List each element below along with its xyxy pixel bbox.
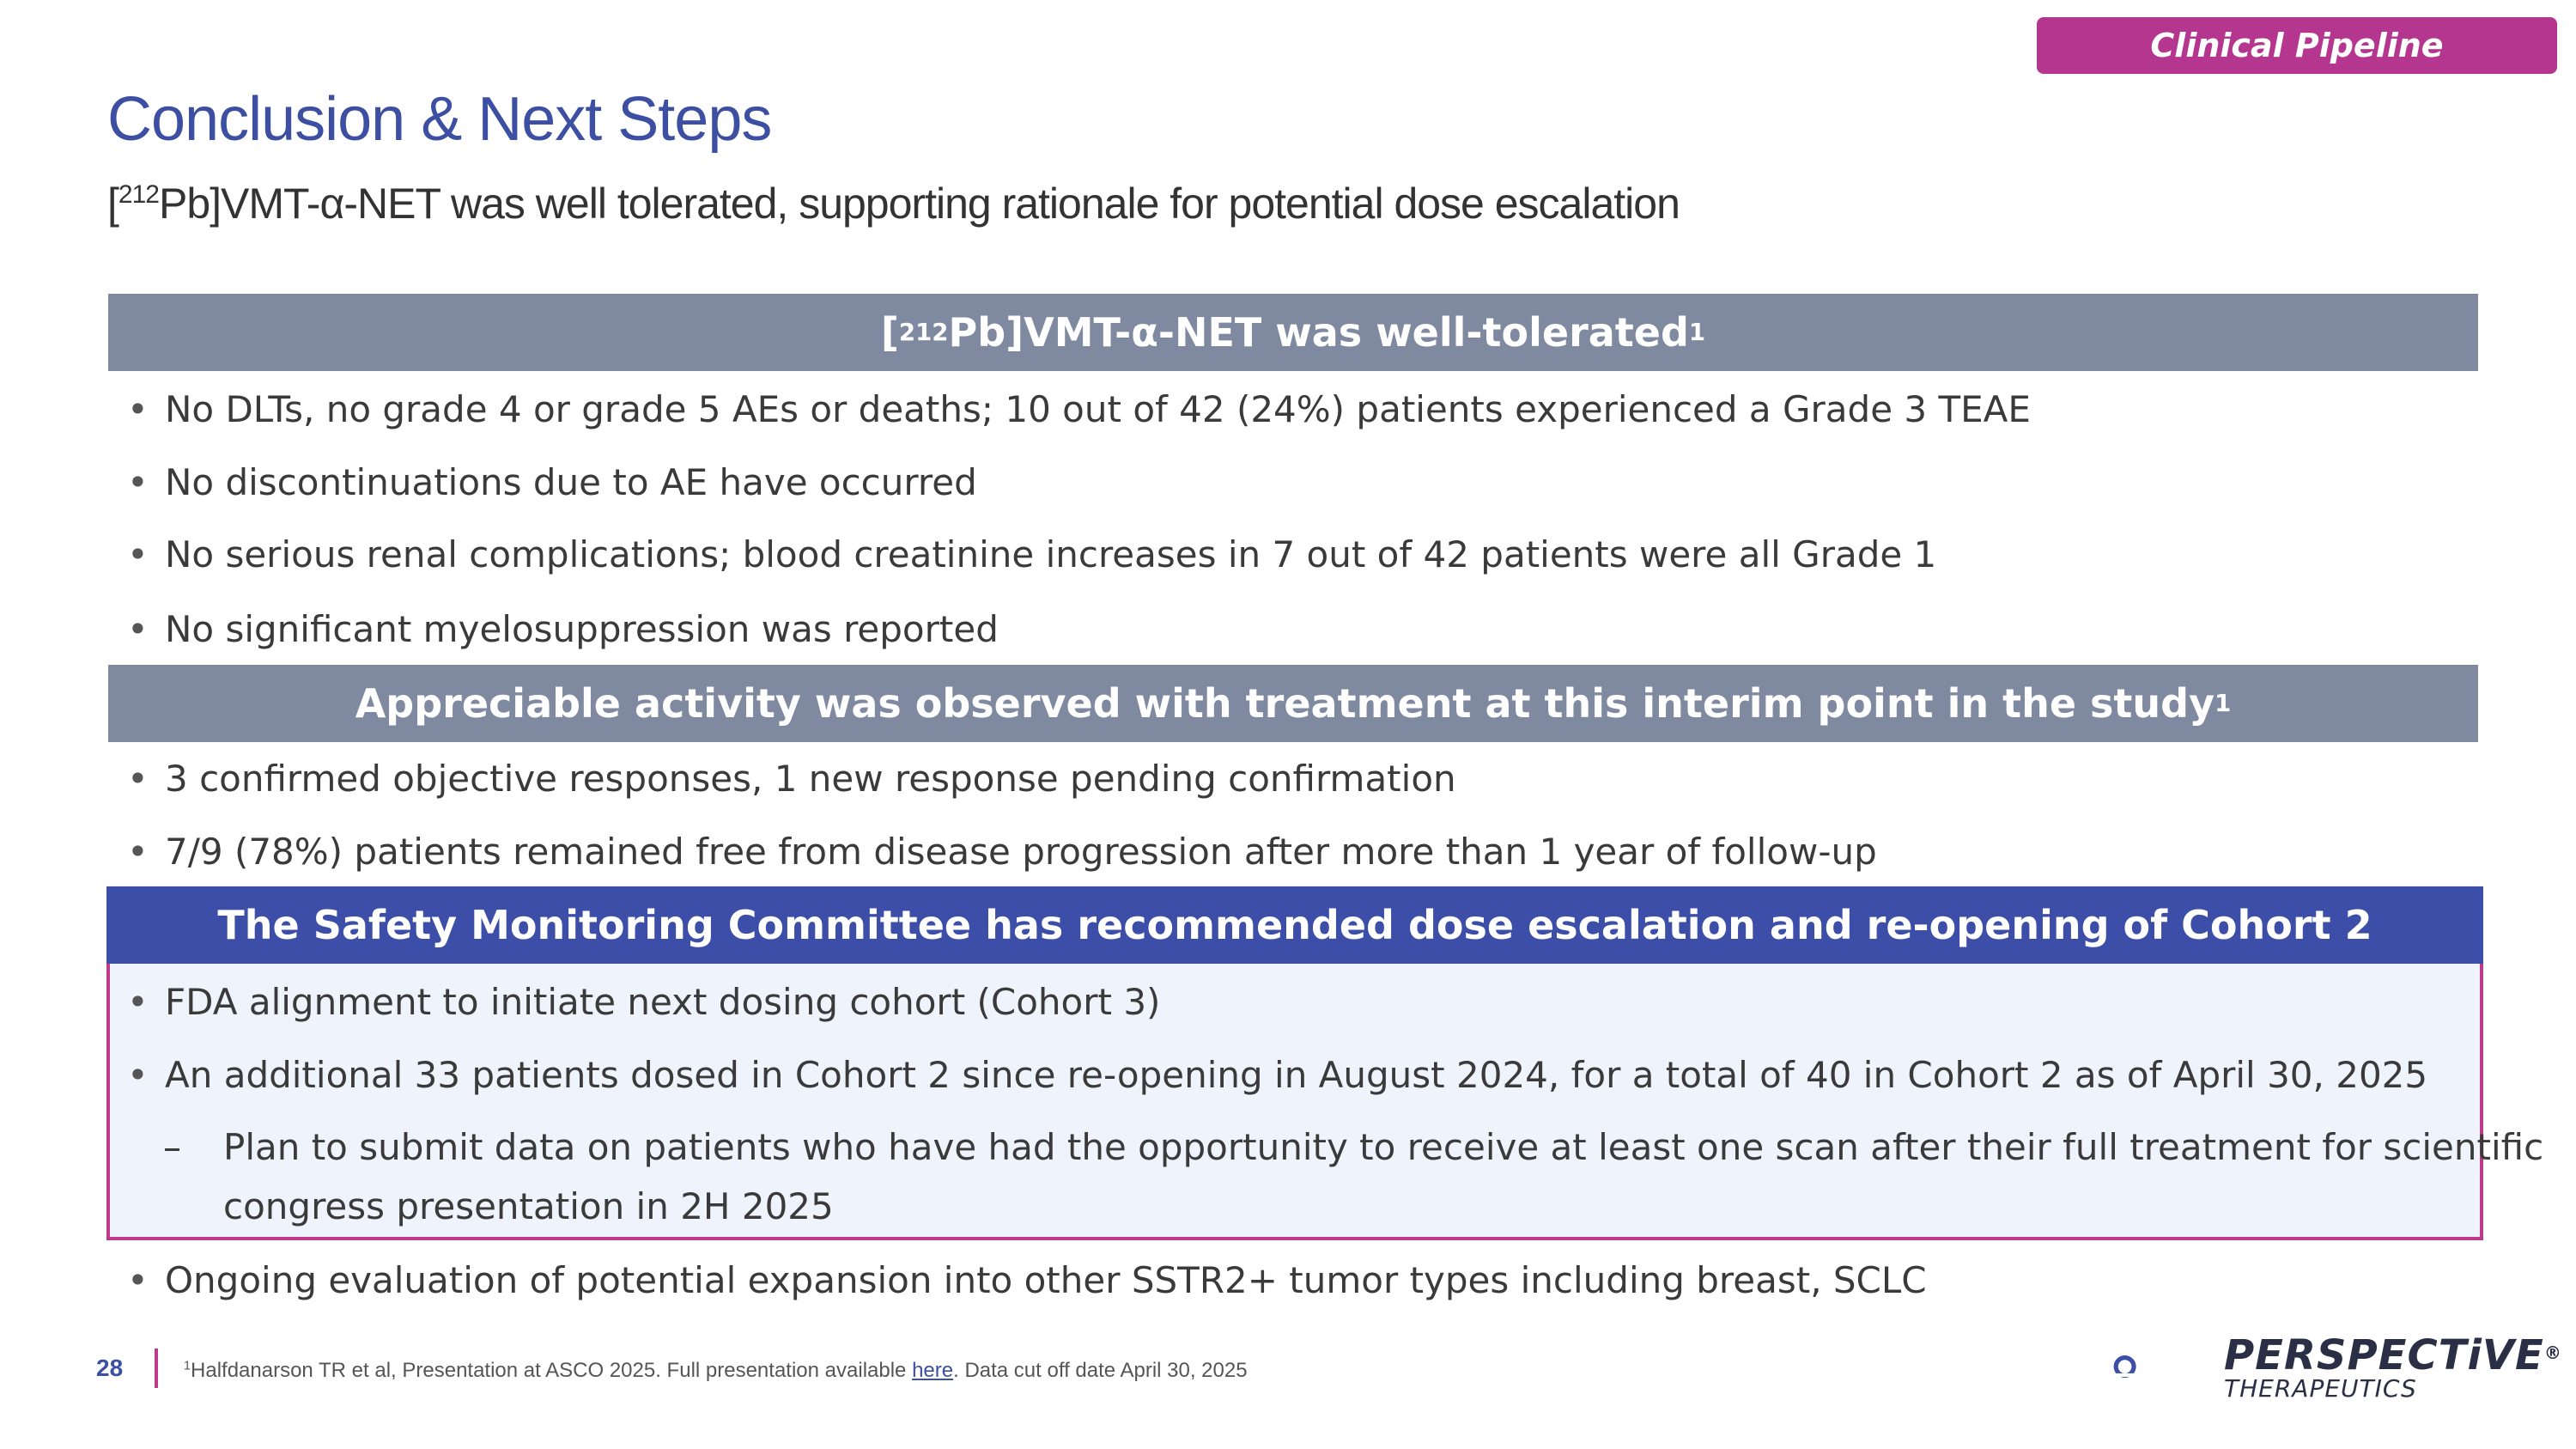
logo-subtext: THERAPEUTICS (2224, 1374, 2417, 1403)
section-heading-activity: Appreciable activity was observed with treatment at this interim point in the study 1 (108, 665, 2478, 742)
section-tag: Clinical Pipeline (2037, 17, 2557, 74)
section-heading-committee: The Safety Monitoring Committee has recommended dose escalation and re-opening of Cohort 2 (106, 886, 2483, 964)
footnote: $^1$Halfdanarson TR et al, Presentation at ASCO 2025. Full presentation available here. Data cut off date April 30, 2025 (184, 1359, 1248, 1382)
list-item: • Ongoing evaluation of potential expansion into other SSTR2+ tumor types including breast, SCLC (127, 1259, 1927, 1301)
page-subtitle: [$^{212}$Pb]VMT-α-NET was well tolerated, supporting rationale for potential dose escalation (107, 180, 1680, 228)
list-item: • No DLTs, no grade 4 or grade 5 AEs or deaths; 10 out of 42 (24%) patients experienced a Grade 3 TEAE (127, 388, 2031, 430)
perspective-logo-icon (2112, 1323, 2215, 1409)
list-item: • FDA alignment to initiate next dosing cohort (Cohort 3) (127, 981, 1161, 1023)
section-heading-tolerated: [ 212 Pb]VMT-α-NET was well-tolerated 1 (108, 294, 2478, 371)
list-item: • 3 confirmed objective responses, 1 new response pending confirmation (127, 758, 1456, 800)
list-item: • No discontinuations due to AE have occurred (127, 461, 977, 503)
logo-wordmark: PERSPECTiVE® (2224, 1331, 2562, 1379)
footer-divider (155, 1349, 158, 1388)
list-item: • 7/9 (78%) patients remained free from disease progression after more than 1 year of follow-up (127, 831, 1877, 873)
list-item: • No significant myelosuppression was reported (127, 608, 999, 650)
page-title: Conclusion & Next Steps (107, 85, 772, 154)
sub-list-item: – Plan to submit data on patients who have had the opportunity to receive at least one scan after their full treatment for scientific congress presentation in 2H 2025 (163, 1126, 2544, 1227)
list-item: • No serious renal complications; blood creatinine increases in 7 out of 42 patients were all Grade 1 (127, 533, 1937, 575)
list-item: • An additional 33 patients dosed in Cohort 2 since re-opening in August 2024, for a total of 40 in Cohort 2 as of April 30, 2025 (127, 1054, 2428, 1096)
page-number: 28 (96, 1355, 124, 1381)
presentation-link[interactable]: here (912, 1359, 954, 1382)
